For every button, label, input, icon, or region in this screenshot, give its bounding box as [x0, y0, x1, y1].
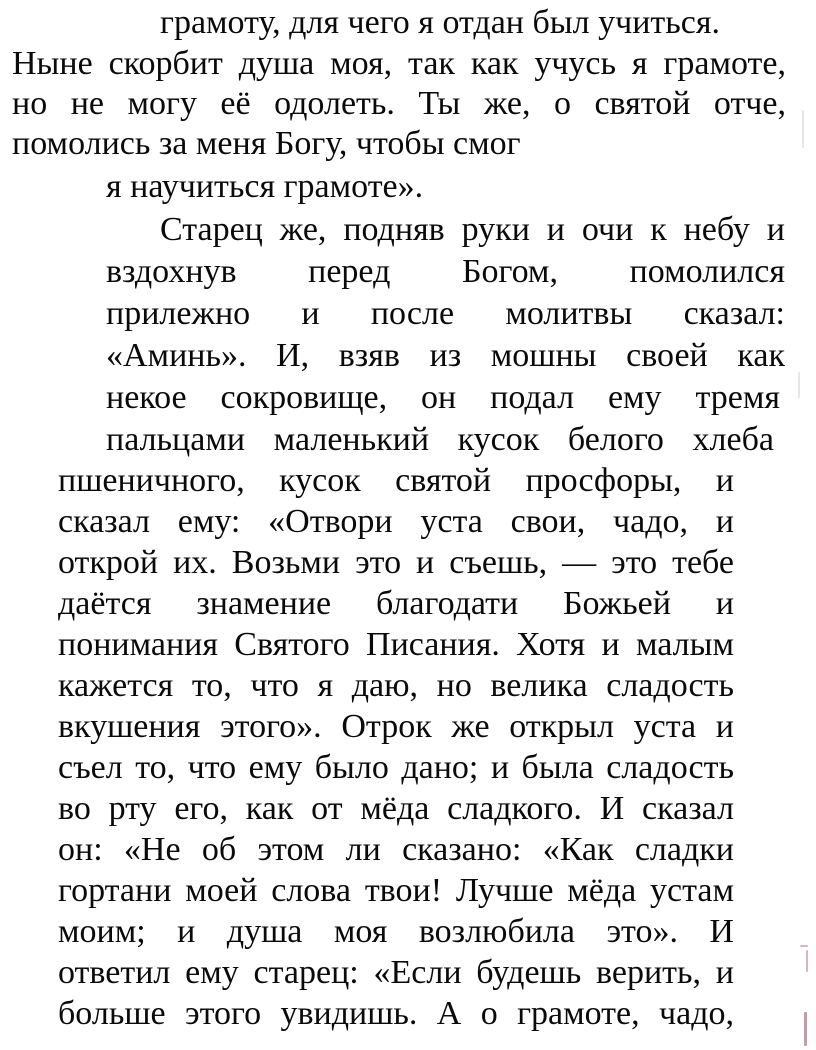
text-line-4: помолись за меня Богу, чтобы смог — [12, 125, 521, 162]
text-line-3: но не могу её одолеть. Ты же, о святой отче, — [12, 85, 786, 122]
edge-mark — [806, 950, 808, 972]
text-line-5: я научиться грамоте». — [106, 168, 424, 205]
text-line-6: Старец же, подняв руки и очи к небу и — [160, 211, 785, 248]
text-line-2: Ныне скорбит душа моя, так как учусь я грамоте, — [12, 45, 786, 82]
edge-mark — [798, 372, 800, 398]
text-line-10: некое сокровище, он подал ему тремя — [106, 379, 780, 416]
text-line-8: прилежно и после молитвы сказал: — [106, 295, 785, 332]
text-line-16: понимания Святого Писания. Хотя и малым — [58, 626, 734, 663]
text-line-11: пальцами маленький кусок белого хлеба — [106, 421, 774, 458]
text-line-12: пшеничного, кусок святой просфоры, и — [58, 462, 734, 499]
text-line-20: во рту его, как от мёда сладкого. И сказал — [58, 790, 734, 827]
text-line-15: даётся знамение благодати Божьей и — [58, 585, 734, 622]
text-line-25: больше этого увидишь. А о грамоте, чадо, — [58, 995, 734, 1032]
text-line-18: вкушения этого». Отрок же открыл уста и — [58, 708, 734, 745]
text-line-19: съел то, что ему было дано; и была сладость — [58, 749, 734, 786]
text-line-23: моим; и душа моя возлюбила это». И — [58, 913, 734, 950]
text-line-1: грамоту, для чего я отдан был учиться. — [160, 4, 720, 41]
edge-mark — [804, 1012, 807, 1046]
edge-mark — [800, 945, 808, 947]
edge-mark — [802, 110, 804, 148]
text-line-13: сказал ему: «Отвори уста свои, чадо, и — [58, 503, 734, 540]
text-line-21: он: «Не об этом ли сказано: «Как сладки — [58, 831, 734, 868]
text-line-24: ответил ему старец: «Если будешь верить, и — [58, 954, 734, 991]
text-line-14: открой их. Возьми это и съешь, — это тебе — [58, 544, 734, 581]
text-line-7: вздохнув перед Богом, помолился — [106, 253, 785, 290]
text-line-17: кажется то, что я даю, но велика сладость — [58, 667, 734, 704]
text-line-9: «Аминь». И, взяв из мошны своей как — [106, 337, 785, 374]
text-line-22: гортани моей слова твои! Лучше мёда устам — [58, 872, 734, 909]
